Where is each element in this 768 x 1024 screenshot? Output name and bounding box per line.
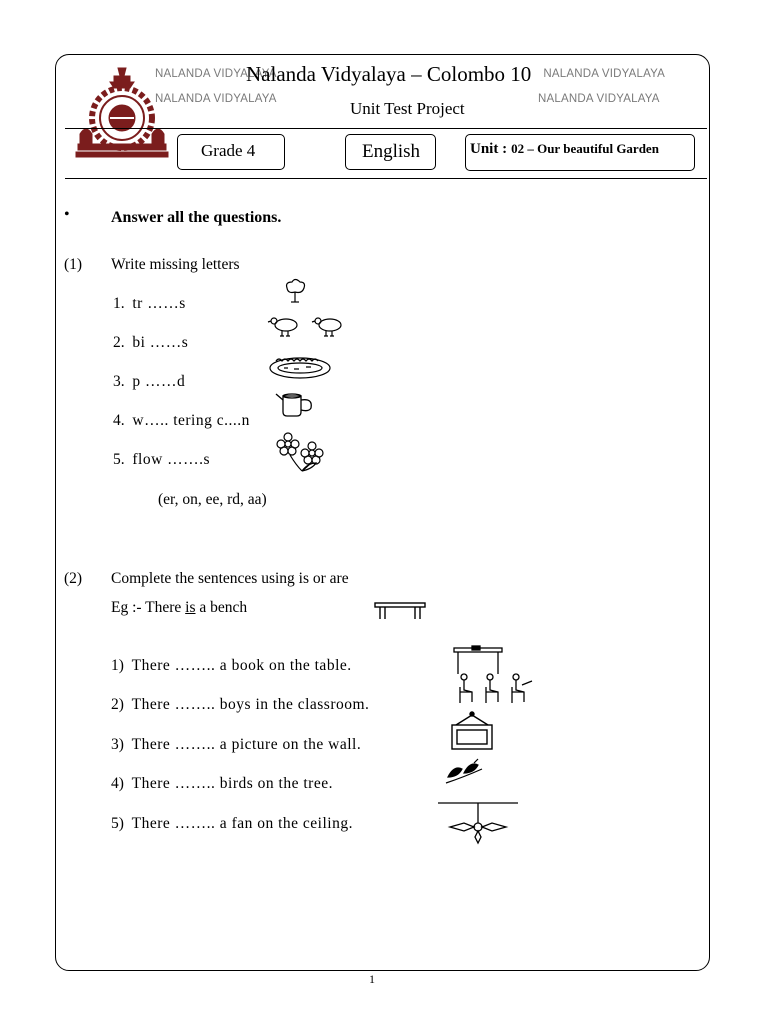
list-item: 3. p ……d (113, 373, 186, 390)
list-item: 1. tr ……s (113, 295, 186, 312)
list-item: 1) There …….. a book on the table. (111, 657, 352, 674)
ceiling-fan-icon (436, 800, 520, 846)
q1-prompt: Write missing letters (111, 256, 240, 273)
list-item: 5) There …….. a fan on the ceiling. (111, 815, 353, 832)
q2-example: Eg :- There is a bench (111, 599, 248, 616)
header-divider (65, 178, 707, 179)
unit-heading (470, 140, 659, 158)
instruction-text: Answer all the questions. (111, 209, 282, 226)
unit-prefix: Unit : (470, 141, 508, 157)
school-name: Nalanda Vidyalaya – Colombo 10 (246, 62, 532, 86)
unit-title: 02 – Our beautiful Garden (511, 141, 659, 156)
watermark-text: NALANDA VIDYALAYA (543, 68, 665, 80)
birds-on-branch-icon (444, 757, 484, 785)
tree-icon (282, 278, 308, 304)
list-item: 4) There …….. birds on the tree. (111, 775, 333, 792)
header-divider (65, 128, 707, 129)
classroom-icon (452, 645, 536, 707)
q1-number: (1) (64, 256, 83, 273)
list-item: 4. w….. tering c....n (113, 412, 250, 429)
birds-icon (268, 314, 350, 338)
unit-box (465, 134, 695, 171)
q1-options: (er, on, ee, rd, aa) (158, 491, 267, 508)
picture-frame-icon (450, 711, 494, 751)
watermark-text: NALANDA VIDYALAYA (155, 68, 277, 80)
watermark-text: NALANDA VIDYALAYA (538, 93, 660, 105)
pond-icon (268, 355, 332, 381)
watermark-text: NALANDA VIDYALAYA (155, 93, 277, 105)
list-item: 2. bi ……s (113, 334, 189, 351)
grade-label: Grade 4 (201, 141, 256, 160)
watering-can-icon (275, 390, 317, 418)
page-border (55, 54, 710, 971)
grade-box (177, 134, 285, 170)
bench-icon (374, 601, 426, 621)
bullet: • (64, 206, 70, 223)
list-item: 3) There …….. a picture on the wall. (111, 736, 362, 753)
q2-prompt: Complete the sentences using is or are (111, 570, 349, 587)
subject-box (345, 134, 436, 170)
list-item: 2) There …….. boys in the classroom. (111, 696, 370, 713)
page-number: 1 (369, 972, 375, 986)
page-subtitle: Unit Test Project (350, 99, 465, 118)
flowers-icon (276, 433, 328, 473)
q2-number: (2) (64, 570, 83, 587)
subject-label: English (362, 141, 421, 162)
list-item: 5. flow …….s (113, 451, 211, 468)
